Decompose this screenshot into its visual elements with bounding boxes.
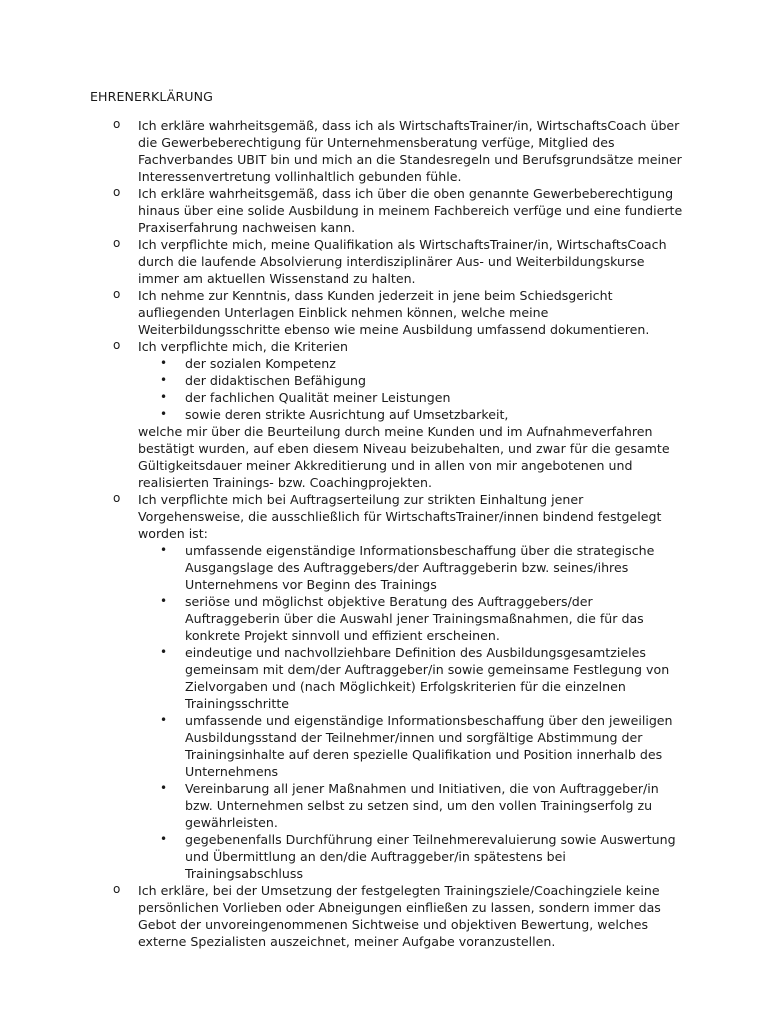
declaration-item-7 (90, 882, 684, 950)
declaration-text: Ich verpflichte mich, die Kriterien (138, 339, 348, 354)
procedure-item (138, 831, 684, 882)
declaration-text: Ich verpflichte mich bei Auftragserteilung zur strikten Einhaltung jener Vorgehensweise, die ausschließlich für WirtschaftsTrainer/innen bindend festgelegt worden ist: (138, 492, 662, 541)
criteria-text: der fachlichen Qualität meiner Leistungen (185, 390, 451, 405)
declaration-item-6 (90, 491, 684, 882)
bullet-dot-icon: • (160, 781, 168, 795)
declaration-text: Ich erkläre wahrheitsgemäß, dass ich über die oben genannte Gewerbeberechtigung hinaus über eine solide Ausbildung in meinem Fachbereich verfüge und eine fundierte Praxiserfahrung nachweisen kann. (138, 186, 683, 235)
criteria-list (138, 355, 684, 423)
procedure-text: umfassende eigenständige Informationsbeschaffung über die strategische Ausgangslage des Auftraggebers/der Auftraggeberin bzw. seines/ihres Unternehmens vor Beginn des Trainings (185, 543, 655, 592)
criteria-text: sowie deren strikte Ausrichtung auf Umsetzbarkeit, (185, 407, 509, 422)
bullet-dot-icon: • (160, 407, 168, 421)
bullet-dot-icon: • (160, 390, 168, 404)
procedure-list (138, 542, 684, 882)
hollow-bullet-icon: o (113, 117, 121, 131)
bullet-dot-icon: • (160, 356, 168, 370)
declaration-text: Ich verpflichte mich, meine Qualifikation als WirtschaftsTrainer/in, WirtschaftsCoach durch die laufende Absolvierung interdisziplinärer Aus- und Weiterbildungskurse immer am aktuellen Wissenstand zu halten. (138, 237, 667, 286)
declaration-item-2 (90, 185, 684, 236)
hollow-bullet-icon: o (113, 185, 121, 199)
declaration-text: Ich erkläre, bei der Umsetzung der festgelegten Trainingsziele/Coachingziele keine persönlichen Vorlieben oder Abneigungen einfließen zu lassen, sondern immer das Gebot der unvoreingenommenen Sichtweise und objektiven Bewertung, welches externe Spezialisten auszeichnet, meiner Aufgabe voranzustellen. (138, 883, 661, 949)
bullet-dot-icon: • (160, 543, 168, 557)
hollow-bullet-icon: o (113, 236, 121, 250)
procedure-item (138, 712, 684, 780)
procedure-text: gegebenenfalls Durchführung einer Teilnehmerevaluierung sowie Auswertung und Übermittlung an den/die Auftraggeber/in spätestens bei Trainingsabschluss (185, 832, 676, 881)
procedure-item (138, 542, 684, 593)
criteria-text: der sozialen Kompetenz (185, 356, 336, 371)
criteria-item (138, 406, 684, 423)
declaration-item-4 (90, 287, 684, 338)
document-title: EHRENERKLÄRUNG (90, 89, 213, 104)
bullet-dot-icon: • (160, 713, 168, 727)
declaration-text: Ich nehme zur Kenntnis, dass Kunden jederzeit in jene beim Schiedsgericht aufliegenden Unterlagen Einblick nehmen können, welche meine Weiterbildungsschritte ebenso wie meine Ausbildung umfassend dokumentieren. (138, 288, 650, 337)
criteria-item (138, 389, 684, 406)
declaration-item-1 (90, 117, 684, 185)
declaration-continuation: welche mir über die Beurteilung durch meine Kunden und im Aufnahmeverfahren bestätigt wurden, auf eben diesem Niveau beizubehalten, und zwar für die gesamte Gültigkeitsdauer meiner Akkreditierung und in allen von mir angebotenen und realisierten Trainings- bzw. Coachingprojekten. (138, 424, 670, 490)
procedure-item (138, 593, 684, 644)
declaration-item-3 (90, 236, 684, 287)
bullet-dot-icon: • (160, 645, 168, 659)
hollow-bullet-icon: o (113, 338, 121, 352)
criteria-text: der didaktischen Befähigung (185, 373, 367, 388)
procedure-text: Vereinbarung all jener Maßnahmen und Initiativen, die von Auftraggeber/in bzw. Unternehmen selbst zu setzen sind, um den vollen Trainingserfolg zu gewährleisten. (185, 781, 659, 830)
declaration-list (90, 117, 684, 950)
procedure-item (138, 780, 684, 831)
bullet-dot-icon: • (160, 373, 168, 387)
hollow-bullet-icon: o (113, 491, 121, 505)
hollow-bullet-icon: o (113, 287, 121, 301)
declaration-text: Ich erkläre wahrheitsgemäß, dass ich als WirtschaftsTrainer/in, WirtschaftsCoach über die Gewerbeberechtigung für Unternehmensberatung verfüge, Mitglied des Fachverbandes UBIT bin und mich an die Standesregeln und Berufsgrundsätze meiner Interessenvertretung vollinhaltlich gebunden fühle. (138, 118, 682, 184)
criteria-item (138, 355, 684, 372)
criteria-item (138, 372, 684, 389)
procedure-text: seriöse und möglichst objektive Beratung des Auftraggebers/der Auftraggeberin über die Auswahl jener Trainingsmaßnahmen, die für das konkrete Projekt sinnvoll und effizient erscheinen. (185, 594, 644, 643)
bullet-dot-icon: • (160, 832, 168, 846)
hollow-bullet-icon: o (113, 882, 121, 896)
procedure-item (138, 644, 684, 712)
procedure-text: eindeutige und nachvollziehbare Definition des Ausbildungsgesamtzieles gemeinsam mit dem/der Auftraggeber/in sowie gemeinsame Festlegung von Zielvorgaben und (nach Möglichkeit) Erfolgskriterien für die einzelnen Trainingsschritte (185, 645, 670, 711)
bullet-dot-icon: • (160, 594, 168, 608)
procedure-text: umfassende und eigenständige Informationsbeschaffung über den jeweiligen Ausbildungsstand der Teilnehmer/innen und sorgfältige Abstimmung der Trainingsinhalte auf deren spezielle Qualifikation und Position innerhalb des Unternehmens (185, 713, 673, 779)
declaration-item-5 (90, 338, 684, 491)
